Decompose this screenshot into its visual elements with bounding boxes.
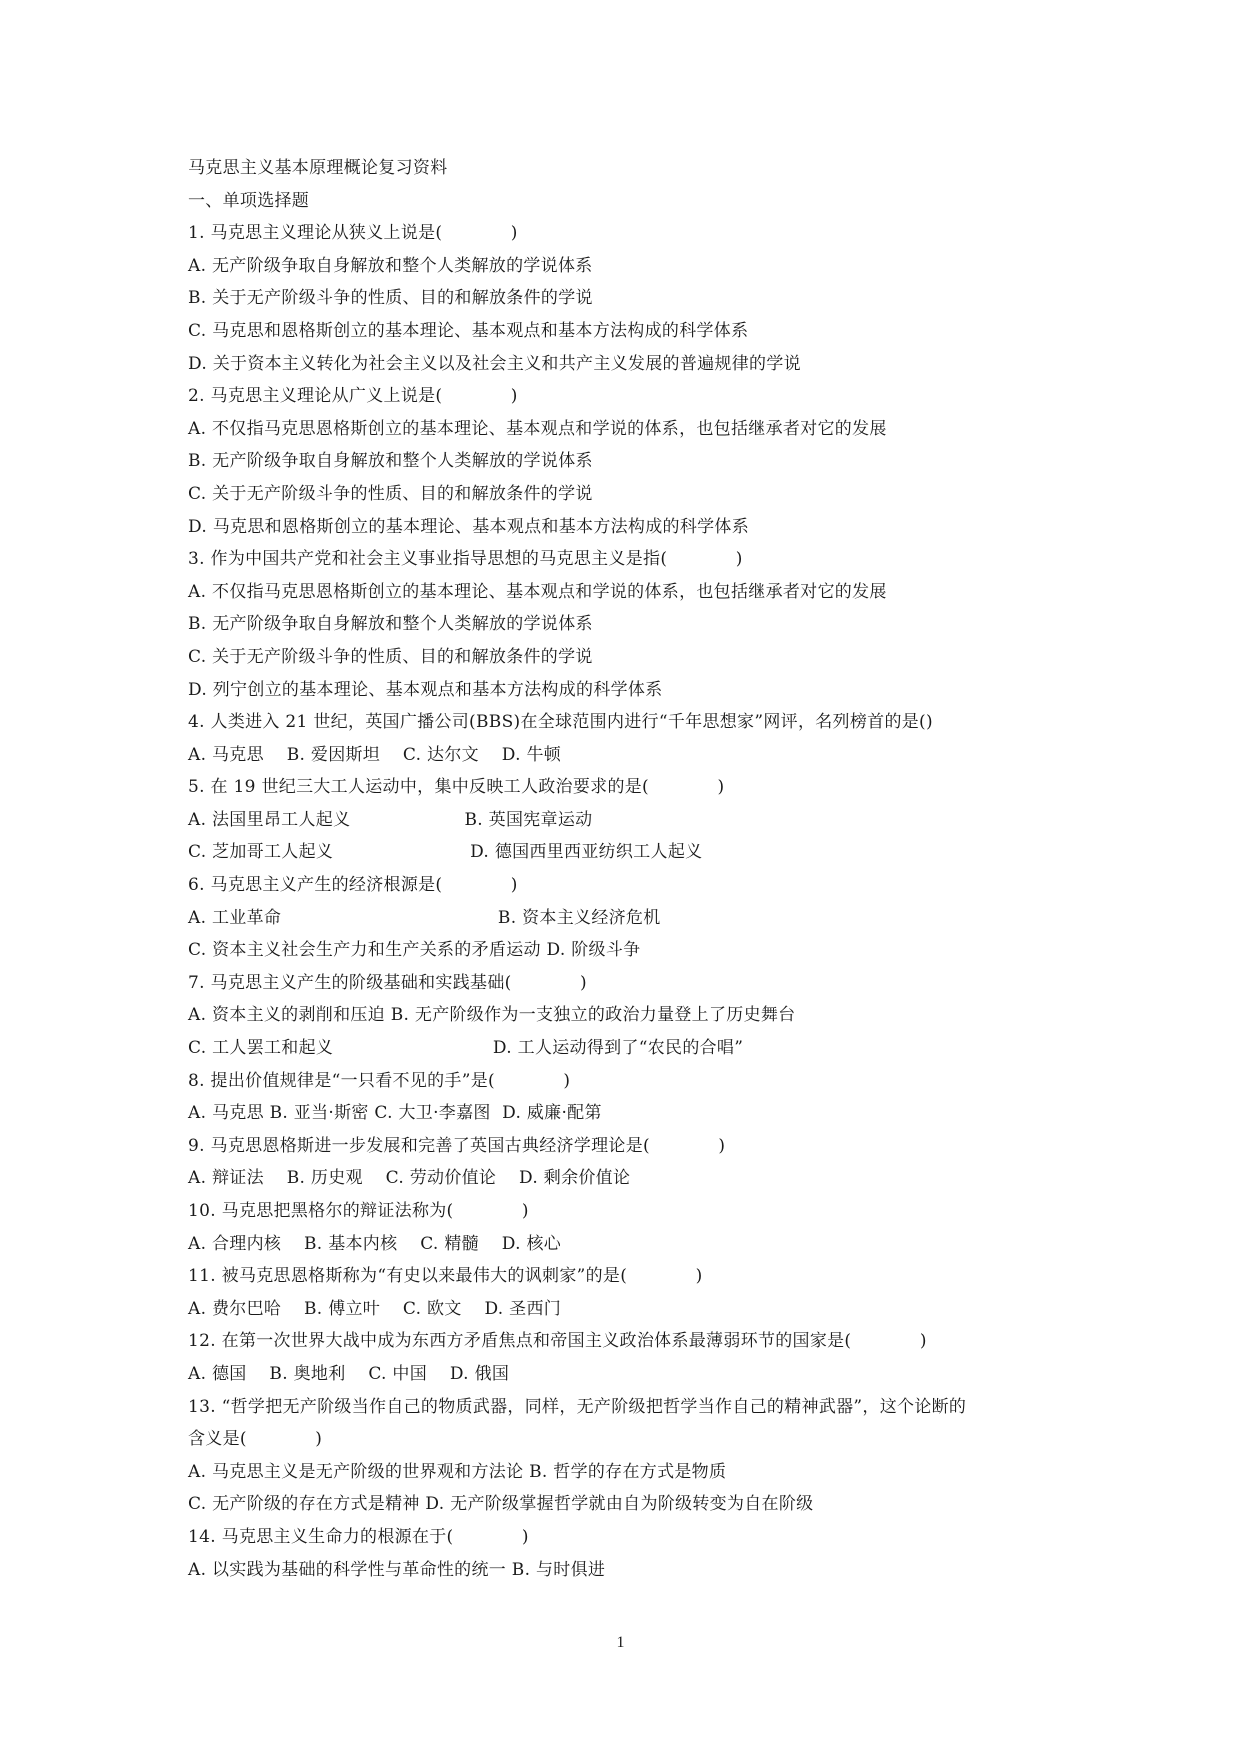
- text-line: A. 辩证法 B. 历史观 C. 劳动价值论 D. 剩余价值论: [188, 1168, 631, 1189]
- text-line: 2. 马克思主义理论从广义上说是( ): [188, 386, 518, 407]
- text-line: A. 费尔巴哈 B. 傅立叶 C. 欧文 D. 圣西门: [188, 1298, 562, 1319]
- text-line: 14. 马克思主义生命力的根源在于( ): [188, 1526, 529, 1547]
- text-line: 一、单项选择题: [188, 190, 310, 211]
- text-line: A. 无产阶级争取自身解放和整个人类解放的学说体系: [188, 255, 593, 276]
- text-line: A. 马克思 B. 亚当·斯密 C. 大卫·李嘉图 D. 威廉·配第: [188, 1103, 602, 1124]
- text-line: 11. 被马克思恩格斯称为“有史以来最伟大的讽刺家”的是( ): [188, 1266, 703, 1287]
- text-line: A. 不仅指马克思恩格斯创立的基本理论、基本观点和学说的体系，也包括继承者对它的发展: [188, 418, 887, 439]
- text-line: C. 芝加哥工人起义 D. 德国西里西亚纺织工人起义: [188, 842, 703, 863]
- text-line: 8. 提出价值规律是“一只看不见的手”是( ): [188, 1070, 571, 1091]
- text-line: A. 德国 B. 奥地利 C. 中国 D. 俄国: [188, 1363, 510, 1384]
- text-line: C. 关于无产阶级斗争的性质、目的和解放条件的学说: [188, 646, 593, 667]
- text-line: C. 关于无产阶级斗争的性质、目的和解放条件的学说: [188, 483, 593, 504]
- text-line: C. 马克思和恩格斯创立的基本理论、基本观点和基本方法构成的科学体系: [188, 320, 749, 341]
- text-line: A. 马克思主义是无产阶级的世界观和方法论 B. 哲学的存在方式是物质: [188, 1461, 727, 1482]
- document-body: [188, 152, 1088, 1586]
- text-line: 7. 马克思主义产生的阶级基础和实践基础( ): [188, 972, 587, 993]
- text-line: 4. 人类进入 21 世纪，英国广播公司(BBS)在全球范围内进行“千年思想家”网评，名列榜首的是(): [188, 712, 933, 733]
- text-line: 6. 马克思主义产生的经济根源是( ): [188, 875, 518, 896]
- text-line: A. 工业革命 B. 资本主义经济危机: [188, 907, 661, 928]
- text-line: A. 法国里昂工人起义 B. 英国宪章运动: [188, 809, 593, 830]
- text-line: A. 资本主义的剥削和压迫 B. 无产阶级作为一支独立的政治力量登上了历史舞台: [188, 1005, 796, 1026]
- page-number: 1: [616, 1634, 625, 1651]
- text-line: C. 无产阶级的存在方式是精神 D. 无产阶级掌握哲学就由自为阶级转变为自在阶级: [188, 1494, 814, 1515]
- text-line: A. 合理内核 B. 基本内核 C. 精髓 D. 核心: [188, 1233, 562, 1254]
- text-line: 13. “哲学把无产阶级当作自己的物质武器，同样，无产阶级把哲学当作自己的精神武器”，这个论断的: [188, 1396, 967, 1417]
- text-line: 1. 马克思主义理论从狭义上说是( ): [188, 223, 518, 244]
- text-line: 10. 马克思把黑格尔的辩证法称为( ): [188, 1201, 529, 1221]
- text-line: B. 无产阶级争取自身解放和整个人类解放的学说体系: [188, 614, 593, 635]
- text-line: A. 以实践为基础的科学性与革命性的统一 B. 与时俱进: [188, 1559, 606, 1580]
- text-line: D. 马克思和恩格斯创立的基本理论、基本观点和基本方法构成的科学体系: [188, 516, 750, 537]
- text-line: D. 关于资本主义转化为社会主义以及社会主义和共产主义发展的普遍规律的学说: [188, 353, 801, 374]
- text-line: B. 无产阶级争取自身解放和整个人类解放的学说体系: [188, 451, 593, 472]
- text-line: 12. 在第一次世界大战中成为东西方矛盾焦点和帝国主义政治体系最薄弱环节的国家是( ): [188, 1331, 927, 1352]
- text-line: D. 列宁创立的基本理论、基本观点和基本方法构成的科学体系: [188, 679, 663, 700]
- text-line: 5. 在 19 世纪三大工人运动中，集中反映工人政治要求的是( ): [188, 777, 725, 798]
- text-line: B. 关于无产阶级斗争的性质、目的和解放条件的学说: [188, 288, 593, 309]
- document-title: 马克思主义基本原理概论复习资料: [188, 158, 448, 178]
- text-line: C. 资本主义社会生产力和生产关系的矛盾运动 D. 阶级斗争: [188, 940, 641, 961]
- text-line: 3. 作为中国共产党和社会主义事业指导思想的马克思主义是指( ): [188, 549, 743, 570]
- text-line: A. 马克思 B. 爱因斯坦 C. 达尔文 D. 牛顿: [188, 744, 562, 765]
- text-line: 含义是( ): [188, 1429, 323, 1450]
- text-line: C. 工人罢工和起义 D. 工人运动得到了“农民的合唱”: [188, 1038, 744, 1059]
- text-line: 9. 马克思恩格斯进一步发展和完善了英国古典经济学理论是( ): [188, 1135, 726, 1156]
- text-line: A. 不仅指马克思恩格斯创立的基本理论、基本观点和学说的体系，也包括继承者对它的发展: [188, 581, 887, 602]
